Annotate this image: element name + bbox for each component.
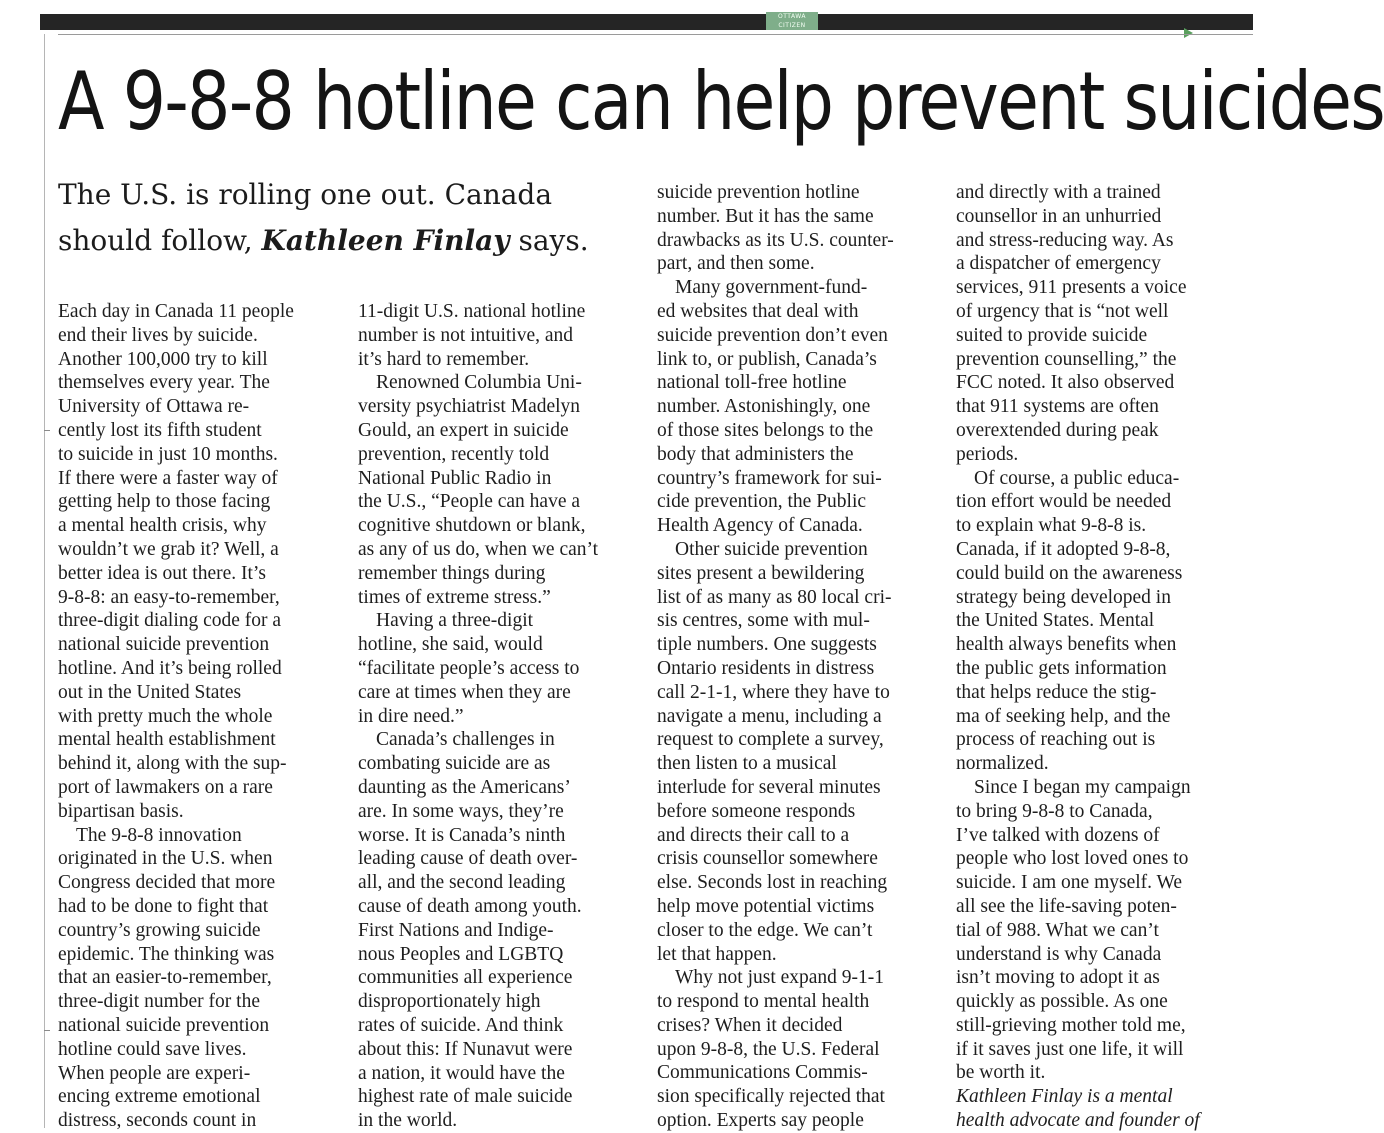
article-text-line: request to complete a survey, xyxy=(657,729,884,751)
article-text-line: to bring 9-8-8 to Canada, xyxy=(956,800,1153,822)
article-text-line: encing extreme emotional xyxy=(58,1086,261,1108)
article-text-line: link to, or publish, Canada’s xyxy=(657,348,877,370)
article-text-line: Other suicide prevention xyxy=(675,538,868,560)
article-text-line: themselves every year. The xyxy=(58,372,270,394)
article-text-line: number. But it has the same xyxy=(657,205,874,227)
article-text-line: normalized. xyxy=(956,753,1049,775)
article-deck xyxy=(58,172,628,264)
article-text-line: suicide. I am one myself. We xyxy=(956,872,1183,894)
article-text-line: Renowned Columbia Uni- xyxy=(376,372,582,394)
margin-tick xyxy=(44,430,50,431)
article-text-line: the U.S., “People can have a xyxy=(358,491,581,513)
article-text-line: process of reaching out is xyxy=(956,729,1156,751)
article-text-line: end their lives by suicide. xyxy=(58,324,258,346)
article-text-line: country’s growing suicide xyxy=(58,919,261,941)
article-text-line: Health Agency of Canada. xyxy=(657,515,863,537)
article-text-line: leading cause of death over- xyxy=(358,848,578,870)
article-text-line: that an easier-to-remember, xyxy=(58,967,272,989)
article-text-line: Since I began my campaign xyxy=(974,776,1191,798)
article-column-4 xyxy=(956,181,1236,1133)
article-text-line: the public gets information xyxy=(956,657,1167,679)
article-text-line: suited to provide suicide xyxy=(956,324,1148,346)
article-text-line: 11-digit U.S. national hotline xyxy=(358,301,586,322)
article-text-line: hotline could save lives. xyxy=(58,1038,247,1060)
article-text-line: about this: If Nunavut were xyxy=(358,1038,573,1060)
article-text-line: mental health establishment xyxy=(58,729,276,751)
article-text-line: distress, seconds count in xyxy=(58,1110,257,1132)
article-text-line: understand is why Canada xyxy=(956,943,1162,965)
article-text-line: all see the life-saving poten- xyxy=(956,895,1177,917)
article-text-line: suicide prevention don’t even xyxy=(657,324,888,346)
page-corner-arrow-icon xyxy=(1184,28,1193,38)
article-text-line: and stress-reducing way. As xyxy=(956,229,1174,251)
article-text-line: getting help to those facing xyxy=(58,491,271,513)
article-text-line: Another 100,000 try to kill xyxy=(58,348,268,370)
article-text-line: daunting as the Americans’ xyxy=(358,776,571,798)
article-text-line: Gould, an expert in suicide xyxy=(358,419,569,441)
article-text-line: people who lost loved ones to xyxy=(956,848,1189,870)
article-text-line: let that happen. xyxy=(657,943,777,965)
article-text-line: Each day in Canada 11 people xyxy=(58,301,294,322)
article-text-line: isn’t moving to adopt it as xyxy=(956,967,1160,989)
article-text-line: epidemic. The thinking was xyxy=(58,943,275,965)
article-text-line: upon 9-8-8, the U.S. Federal xyxy=(657,1038,880,1060)
article-text-line: prevention counselling,” the xyxy=(956,348,1177,370)
deck-tail: says. xyxy=(509,224,589,257)
article-text-line: 9-8-8: an easy-to-remember, xyxy=(58,586,280,608)
article-text-line: strategy being developed in xyxy=(956,586,1171,608)
article-text-line: sites present a bewildering xyxy=(657,562,865,584)
article-text-line: to suicide in just 10 months. xyxy=(58,443,278,465)
article-text-line: it’s hard to remember. xyxy=(358,348,530,370)
article-column-3 xyxy=(657,181,937,1133)
article-text-line: worse. It is Canada’s ninth xyxy=(358,824,566,846)
article-text-line: a mental health crisis, why xyxy=(58,515,267,537)
article-headline: A 9-8-8 hotline can help prevent suicides xyxy=(58,55,1384,148)
article-text-line: if it saves just one life, it will xyxy=(956,1038,1184,1060)
article-text-line: Canada’s challenges in xyxy=(376,729,555,751)
article-text-line: communities all experience xyxy=(358,967,573,989)
article-text-line: ed websites that deal with xyxy=(657,300,859,322)
article-text-line: body that administers the xyxy=(657,443,854,465)
article-text-line: Why not just expand 9-1-1 xyxy=(675,967,885,989)
article-text-line: The 9-8-8 innovation xyxy=(76,824,242,846)
page-edge-rule xyxy=(44,34,45,1128)
article-text-line: combating suicide are as xyxy=(358,753,551,775)
article-text-line: cause of death among youth. xyxy=(358,895,582,917)
article-text-line: as any of us do, when we can’t xyxy=(358,538,599,560)
article-text-line: health advocate and founder of xyxy=(956,1110,1200,1132)
article-text-line: of those sites belongs to the xyxy=(657,419,874,441)
article-text-line: National Public Radio in xyxy=(358,467,552,489)
article-text-line: FCC noted. It also observed xyxy=(956,372,1175,394)
article-text-line: still-grieving mother told me, xyxy=(956,1014,1186,1036)
newspaper-logo xyxy=(766,12,818,30)
article-column-2 xyxy=(358,300,638,1133)
article-text-line: number is not intuitive, and xyxy=(358,324,574,346)
article-text-line: list of as many as 80 local cri- xyxy=(657,586,892,608)
logo-line-1: OTTAWA xyxy=(778,13,806,20)
article-text-line: cide prevention, the Public xyxy=(657,491,867,513)
deck-author: Kathleen Finlay xyxy=(261,224,510,257)
article-text-line: before someone responds xyxy=(657,800,856,822)
article-text-line: tion effort would be needed xyxy=(956,491,1172,513)
article-text-line: health always benefits when xyxy=(956,634,1177,656)
deck-text: The U.S. is rolling one out. Canada should follow, xyxy=(58,178,553,257)
article-text-line: quickly as possible. As one xyxy=(956,991,1168,1013)
article-text-line: of urgency that is “not well xyxy=(956,300,1169,322)
article-text-line: national suicide prevention xyxy=(58,634,270,656)
article-text-line: had to be done to fight that xyxy=(58,895,269,917)
article-text-line: cognitive shutdown or blank, xyxy=(358,515,586,537)
article-text-line: First Nations and Indige- xyxy=(358,919,554,941)
article-text-line: to explain what 9-8-8 is. xyxy=(956,515,1147,537)
article-text-line: services, 911 presents a voice xyxy=(956,277,1187,299)
article-text-line: counsellor in an unhurried xyxy=(956,205,1162,227)
article-text-line: navigate a menu, including a xyxy=(657,705,882,727)
article-text-line: University of Ottawa re- xyxy=(58,396,250,418)
article-text-line: three-digit number for the xyxy=(58,991,260,1013)
article-text-line: sion specifically rejected that xyxy=(657,1086,885,1108)
article-text-line: Congress decided that more xyxy=(58,872,276,894)
article-text-line: help move potential victims xyxy=(657,895,875,917)
article-text-line: then listen to a musical xyxy=(657,753,837,775)
article-text-line: wouldn’t we grab it? Well, a xyxy=(58,538,279,560)
margin-tick xyxy=(44,1030,50,1031)
article-text-line: that 911 systems are often xyxy=(956,396,1159,418)
article-text-line: national suicide prevention xyxy=(58,1014,270,1036)
article-text-line: port of lawmakers on a rare xyxy=(58,776,273,798)
masthead-bar xyxy=(40,14,1253,30)
article-text-line: times of extreme stress.” xyxy=(358,586,551,608)
article-text-line: with pretty much the whole xyxy=(58,705,273,727)
article-text-line: else. Seconds lost in reaching xyxy=(657,872,888,894)
article-text-line: that helps reduce the stig- xyxy=(956,681,1157,703)
article-text-line: remember things during xyxy=(358,562,546,584)
article-text-line: better idea is out there. It’s xyxy=(58,562,266,584)
logo-line-2: CITIZEN xyxy=(778,22,806,29)
article-text-line: hotline, she said, would xyxy=(358,634,543,656)
article-text-line: versity psychiatrist Madelyn xyxy=(358,396,581,418)
article-text-line: national toll-free hotline xyxy=(657,372,847,394)
article-text-line: number. Astonishingly, one xyxy=(657,396,871,418)
article-text-line: cently lost its fifth student xyxy=(58,419,262,441)
article-text-line: closer to the edge. We can’t xyxy=(657,919,873,941)
article-text-line: drawbacks as its U.S. counter- xyxy=(657,229,894,251)
article-text-line: tial of 988. What we can’t xyxy=(956,919,1159,941)
article-text-line: option. Experts say people xyxy=(657,1110,864,1132)
article-text-line: disproportionately high xyxy=(358,991,541,1013)
article-text-line: country’s framework for sui- xyxy=(657,467,882,489)
article-text-line: be worth it. xyxy=(956,1062,1046,1084)
article-text-line: Of course, a public educa- xyxy=(974,467,1180,489)
article-text-line: and directly with a trained xyxy=(956,182,1161,203)
article-text-line: suicide prevention hotline xyxy=(657,182,860,203)
article-text-line: I’ve talked with dozens of xyxy=(956,824,1160,846)
article-text-line: tiple numbers. One suggests xyxy=(657,634,877,656)
article-text-line: crisis counsellor somewhere xyxy=(657,848,878,870)
article-text-line: Many government-fund- xyxy=(675,277,868,299)
article-text-line: nous Peoples and LGBTQ xyxy=(358,943,564,965)
article-text-line: Communications Commis- xyxy=(657,1062,868,1084)
article-text-line: the United States. Mental xyxy=(956,610,1155,632)
article-text-line: behind it, along with the sup- xyxy=(58,753,287,775)
article-text-line: in dire need.” xyxy=(358,705,464,727)
article-text-line: to respond to mental health xyxy=(657,991,870,1013)
article-text-line: a nation, it would have the xyxy=(358,1062,565,1084)
article-text-line: “facilitate people’s access to xyxy=(358,657,580,679)
article-text-line: highest rate of male suicide xyxy=(358,1086,573,1108)
article-text-line: could build on the awareness xyxy=(956,562,1183,584)
article-text-line: If there were a faster way of xyxy=(58,467,278,489)
article-text-line: all, and the second leading xyxy=(358,872,566,894)
article-text-line: interlude for several minutes xyxy=(657,776,881,798)
article-text-line: care at times when they are xyxy=(358,681,571,703)
article-text-line: rates of suicide. And think xyxy=(358,1014,564,1036)
article-text-line: overextended during peak xyxy=(956,419,1159,441)
article-text-line: Having a three-digit xyxy=(376,610,534,632)
article-text-line: Kathleen Finlay is a mental xyxy=(956,1086,1173,1108)
article-column-1 xyxy=(58,300,338,1133)
article-text-line: sis centres, some with mul- xyxy=(657,610,870,632)
article-text-line: crises? When it decided xyxy=(657,1014,843,1036)
article-text-line: periods. xyxy=(956,443,1019,465)
article-text-line: hotline. And it’s being rolled xyxy=(58,657,282,679)
article-text-line: When people are experi- xyxy=(58,1062,251,1084)
article-text-line: and directs their call to a xyxy=(657,824,850,846)
article-text-line: bipartisan basis. xyxy=(58,800,184,822)
article-text-line: Canada, if it adopted 9-8-8, xyxy=(956,538,1171,560)
article-text-line: a dispatcher of emergency xyxy=(956,253,1161,275)
article-text-line: part, and then some. xyxy=(657,253,815,275)
article-text-line: in the world. xyxy=(358,1110,458,1132)
article-text-line: call 2-1-1, where they have to xyxy=(657,681,890,703)
header-rule xyxy=(58,34,1253,35)
article-text-line: three-digit dialing code for a xyxy=(58,610,282,632)
article-text-line: are. In some ways, they’re xyxy=(358,800,564,822)
article-text-line: Ontario residents in distress xyxy=(657,657,875,679)
article-text-line: ma of seeking help, and the xyxy=(956,705,1171,727)
article-text-line: originated in the U.S. when xyxy=(58,848,273,870)
article-text-line: out in the United States xyxy=(58,681,242,703)
article-text-line: prevention, recently told xyxy=(358,443,550,465)
